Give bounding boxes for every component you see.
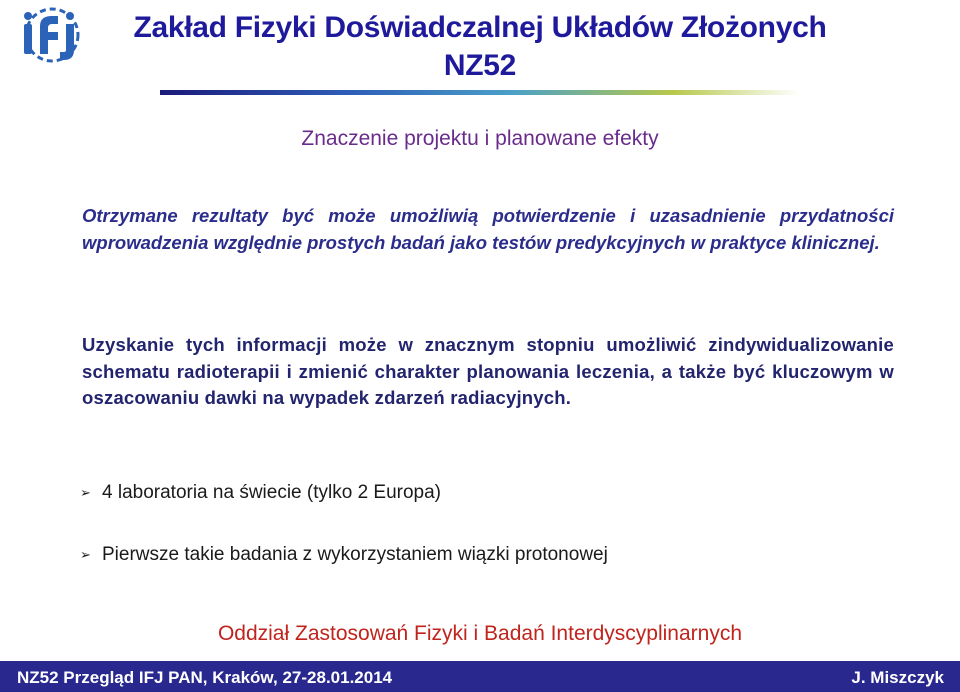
bullet-text: 4 laboratoria na świecie (tylko 2 Europa) (102, 482, 442, 503)
bullet-item (80, 482, 441, 504)
footer-author: J. Miszczyk (851, 668, 944, 687)
paragraph-benefits: Uzyskanie tych informacji może w znacznym stopniu umożliwić zindywidualizowanie schematu radioterapii i zmienić charakter planowania leczenia, a także być kluczowym w oszacowaniu dawki na wypadek zdarzeń radiacyjnych. (82, 334, 894, 408)
header-title: Zakład Fizyki Doświadczalnej Układów Złożonych (133, 11, 827, 44)
division-name: Oddział Zastosowań Fizyki i Badań Interdyscyplinarnych (217, 622, 743, 645)
footer-bar (0, 661, 960, 692)
bullet-item (80, 544, 608, 566)
header-divider (160, 90, 800, 95)
paragraph-results: Otrzymane rezultaty być może umożliwią potwierdzenie i uzasadnienie przydatności wprowadzenia względnie prostych badań jako testów predykcyjnych w praktyce klinicznej. (82, 205, 894, 253)
arrow-bullet-icon: ➢ (80, 547, 91, 562)
slide-subtitle: Znaczenie projektu i planowane efekty (301, 127, 659, 150)
arrow-bullet-icon: ➢ (80, 485, 91, 500)
bullet-text: Pierwsze takie badania z wykorzystaniem wiązki protonowej (102, 544, 608, 565)
header-code: NZ52 (443, 49, 517, 82)
footer-event: NZ52 Przegląd IFJ PAN, Kraków, 27-28.01.2014 (17, 668, 393, 687)
ifj-logo (12, 4, 92, 66)
